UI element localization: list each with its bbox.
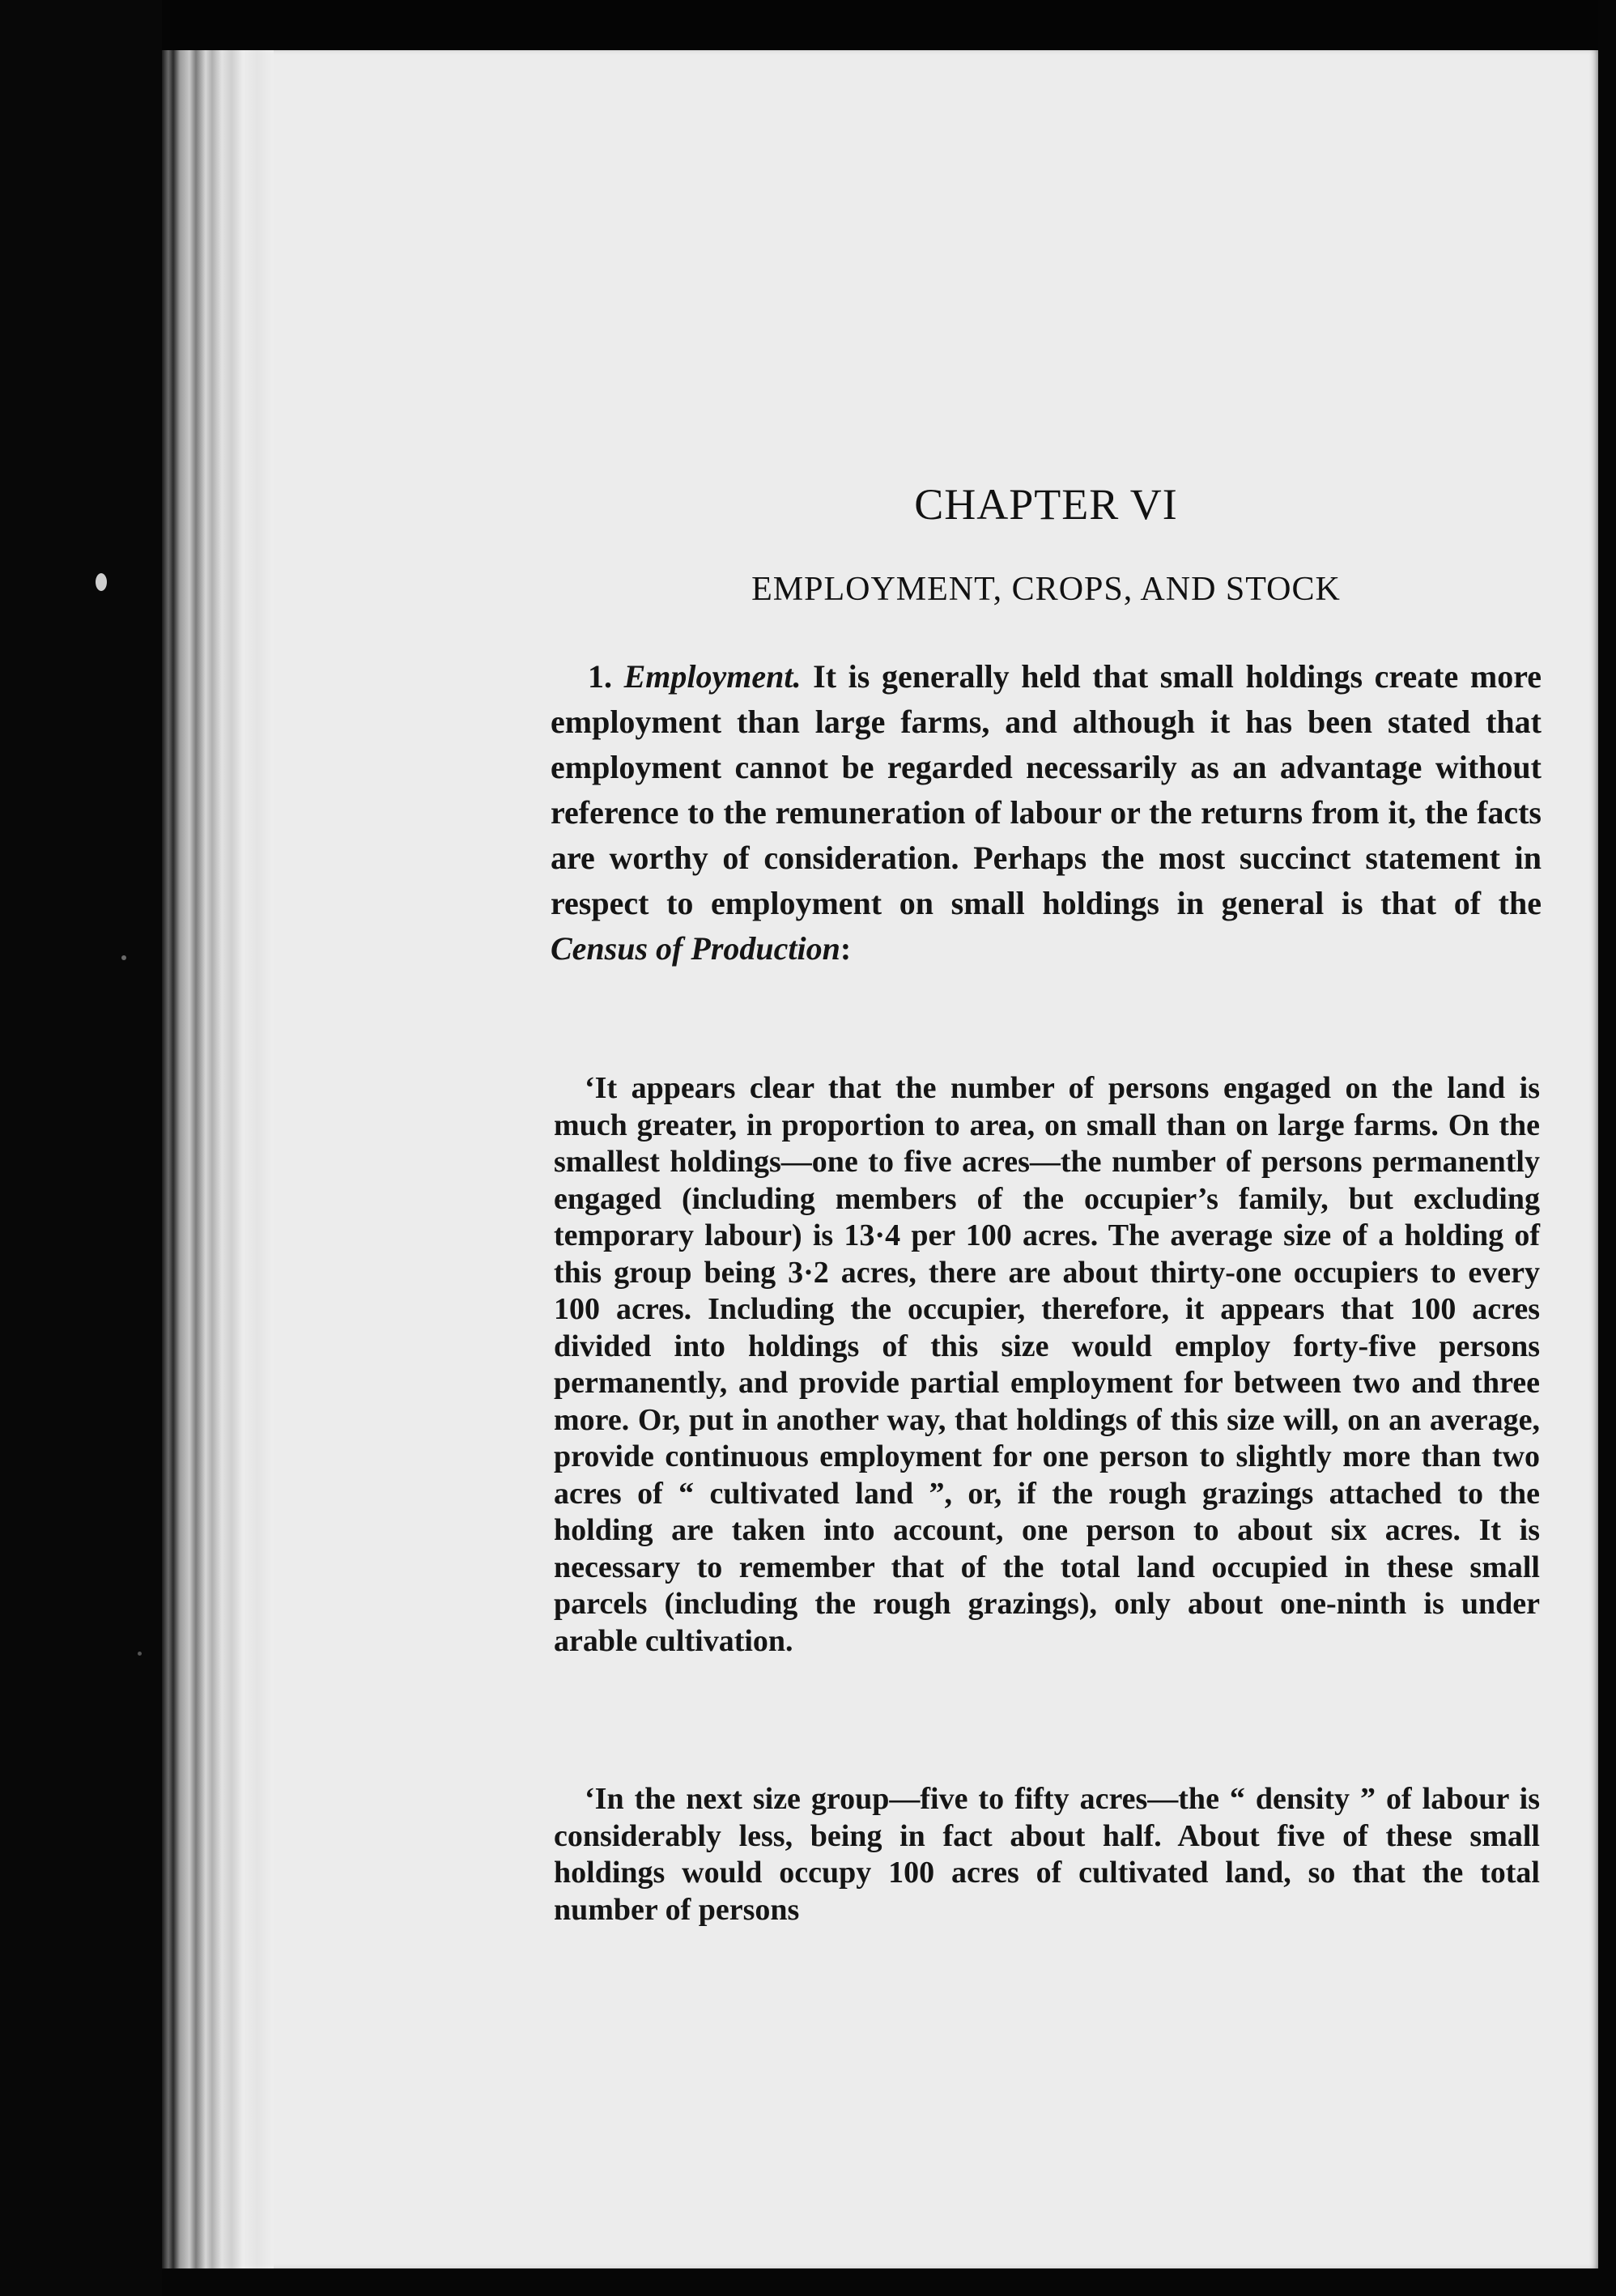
paragraph-body: It is generally held that small holdings create more employment than large farms, and although it has been stated that employment cannot be regarded necessarily as an advantage without reference to the remuneration of labour or the returns from it, the facts are worthy of consideration. Perhaps the most succinct statement in respect to employment on small holdings in general is that of the [551, 658, 1542, 921]
dust-speck [121, 955, 126, 960]
paragraph-number: 1. [588, 658, 612, 695]
paragraph-end: : [840, 930, 852, 967]
dust-speck [138, 1652, 142, 1656]
citation-title: Census of Production [551, 930, 840, 967]
paragraph-heading: Employment. [623, 658, 802, 695]
scan-right-border [1598, 0, 1616, 2296]
census-quote-first: ‘It appears clear that the number of persons engaged on the land is much greater, in proportion to area, on small than on large farms. On the smallest holdings—one to five acres—the number of persons permanently engaged (including members of the occupier’s family, but excluding temporary labour) is 13·4 per 100 acres. The average size of a holding of this group being 3·2 acres, there are about thirty-one occupiers to every 100 acres. Including the occupier, therefore, it appears that 100 acres divided into holdings of this size would employ forty-five persons permanently, and provide partial employment for between two and three more. Or, put in another way, that holdings of this size will, on an average, provide continuous employment for one person to slightly more than two acres of “ cultivated land ”, or, if the rough grazings attached to the holding are taken into account, one person to about six acres. It is necessary to remember that of the total land occupied in these small parcels (including the rough grazings), only about one-ninth is under arable cultivation. [554, 1071, 1540, 1658]
chapter-number: CHAPTER VI [914, 480, 1178, 529]
scan-top-border [0, 0, 1616, 50]
dust-speck [96, 573, 107, 591]
scan-left-border [0, 0, 162, 2296]
paragraph-employment [551, 654, 1542, 972]
chapter-title: EMPLOYMENT, CROPS, AND STOCK [751, 571, 1341, 608]
book-page-edges [162, 50, 274, 2268]
census-quote-second: ‘In the next size group—five to fifty acres—the “ density ” of labour is considerably less, being in fact about half. About five of these small holdings would occupy 100 acres of cultivated land, so that the total number of persons [554, 1782, 1540, 1927]
